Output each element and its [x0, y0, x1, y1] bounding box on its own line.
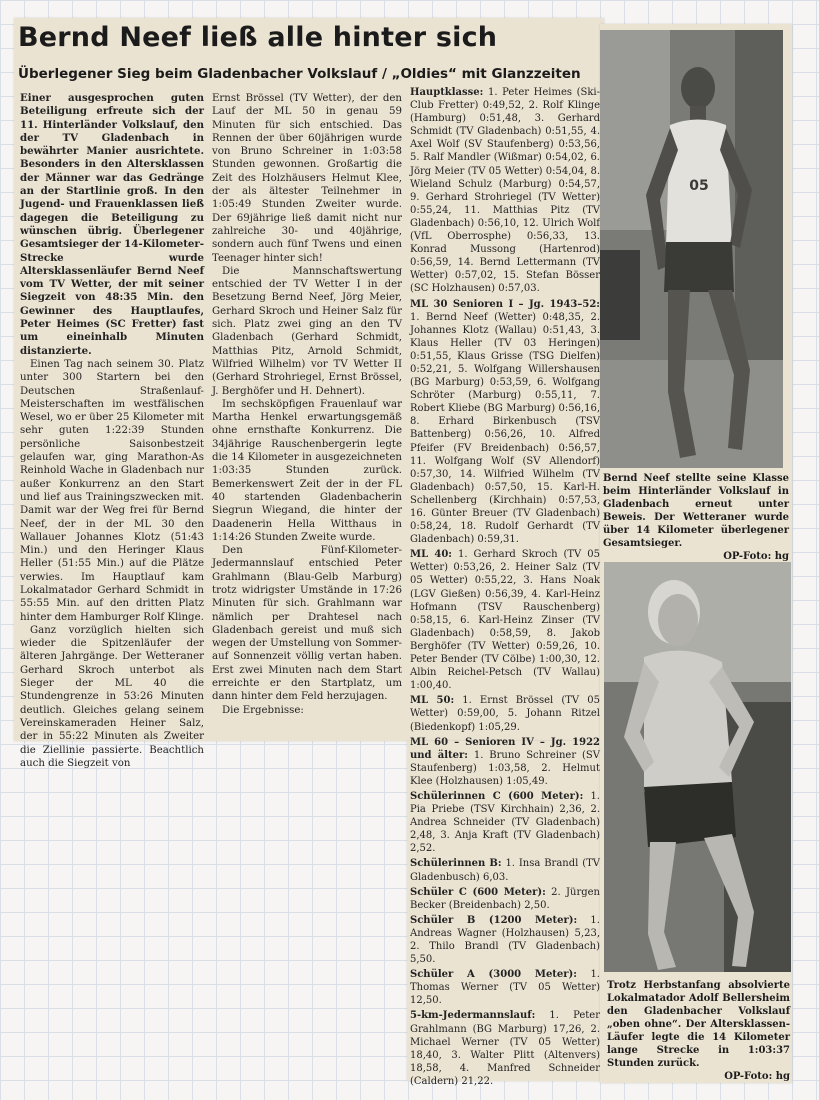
result-text: 1. Gerhard Skroch (TV 05 Wetter) 0:53,26, 2. Heiner Salz (TV 05 Wetter) 0:55,22, 3. Hans Noak (LGV Gießen) 0:56,39, 4. Karl-Heinz Hofmann (TSV Rauschenberg) 0:58,15, 6. Karl-Heinz Zinser (TV Gladenbach) 0:58,59, 8. Jakob Berghöfer (TV Wetter) 0:59,26, 10. Peter Bender (TV Cölbe) 1:00,30, 12. Albin Reichel-Petsch (TV Wallau) 1:00,40. — [410, 549, 600, 692]
body-paragraph: Ganz vorzüglich hielten sich wieder die Spitzenläufer der älteren Jahrgänge. Der Wetteraner Gerhard Skroch unterbot als Sieger der ML 40 die Stundengrenze in 53:26 Minuten deutlich. Gleiches gelang seinem Vereinskameraden Heiner Salz, der in 55:22 Minuten als Zweiter die Ziellinie passierte. Beachtlich auch die Siegzeit von — [20, 624, 204, 769]
result-heading: ML 60 – Senioren IV – Jg. 1922 und älter: — [410, 736, 600, 761]
result-heading: Hauptklasse: — [410, 87, 484, 98]
photo-credit: OP-Foto: hg — [724, 1071, 790, 1082]
headline: Bernd Neef ließ alle hinter sich — [18, 22, 498, 53]
body-paragraph: Den Fünf-Kilometer-Jedermannslauf entschied Peter Grahlmann (Blau-Gelb Marburg) trotz widrigster Umstände in 17:26 Minuten für sich. Grahlmann war nämlich per Drahtesel nach Gladenbach gereist und muß sich wegen der Umstellung von Sommer- auf Sonnenzeit völlig vertan haben. Erst zwei Minuten nach dem Start erreichte er den Startplatz, um dann hinter dem Feld herzujagen. — [212, 545, 402, 703]
result-text: 1. Ernst Brössel (TV 05 Wetter) 0:59,00, 5. Johann Ritzel (Biedenkopf) 1:05,29. — [410, 695, 600, 733]
result-section — [410, 886, 600, 912]
body-paragraph: Ernst Brössel (TV Wetter), der den Lauf der ML 50 in genau 59 Minuten für sich entschied. Das Rennen der über 60jährigen wurde von Bruno Schreiner in 1:03:58 Stunden gewonnen. Großartig die Zeit des Holzhäusers Helmut Klee, der als ältester Teilnehmer in 1:05:49 Stunden Zweiter wurde. Der 69jährige ließ damit nicht nur zahlreiche 30- und 40jährige, sondern auch fünf Twens und einen Teenager hinter sich! — [212, 93, 402, 264]
result-heading: ML 30 Senioren I – Jg. 1943–52: — [410, 298, 600, 310]
result-heading: 5-km-Jedermannslauf: — [410, 1010, 536, 1022]
result-text: 2. Jürgen Becker (Breidenbach) 2,50. — [410, 886, 600, 911]
result-text: 1. Bernd Neef (Wetter) 0:48,35, 2. Johannes Klotz (Wallau) 0:51,43, 3. Klaus Heller (TV 03 Heringen) 0:51,55, Klaus Grisse (TSG Dielfen) 0:52,21, 5. Wolfgang Willershausen (BG Marburg) 0:53,59, 6. Wolfgang Schröter (Marburg) 0:55,11, 7. Robert Kliebe (BG Marburg) 0:56,16, 8. Erhard Birkenbusch (TSV Battenberg) 0:56,26, 10. Alfred Pfeifer (FV Breidenbach) 0:56,57, 11. Wolfgang Wolf (SV Allendorf) 0:57,30, 14. Wilfried Wilhelm (TV Gladenbach) 0:57,50, 15. Karl-H. Schellenberg (Kirchhain) 0:57,53, 16. Günter Breuer (TV Gladenbach) 0:58,24, 18. Rudolf Gerhardt (TV Gladenbach) 0:59,31. — [410, 311, 600, 546]
result-section — [410, 790, 600, 855]
caption-text: Bernd Neef stellte seine Klasse beim Hinterländer Volkslauf in Gladenbach erneut unter Beweis. Der Wetteraner wurde über 14 Kilometer überlegener Gesamtsieger. — [603, 473, 789, 549]
caption-text: Trotz Herbstanfang absolvierte Lokalmatador Adolf Bellersheim den Gladenbacher Volkslauf „oben ohne“. Der Altersklassen-Läufer legte die 14 Kilometer lange Strecke in 1:03:37 Stunden zurück. — [607, 980, 790, 1069]
result-section — [410, 694, 600, 733]
subheadline: Überlegener Sieg beim Gladenbacher Volkslauf / „Oldies“ mit Glanzzeiten — [18, 66, 581, 82]
runner-photo-adolf-bellersheim — [604, 562, 791, 972]
result-text: 1. Andreas Wagner (Holzhausen) 5,23, 2. Thilo Brandl (TV Gladenbach) 5,50. — [410, 914, 600, 966]
result-section — [410, 86, 600, 296]
article-column-1 — [20, 92, 204, 769]
result-text: 1. Bruno Schreiner (SV Staufenberg) 1:03,58, 2. Helmut Klee (Holzhausen) 1:05,49. — [410, 749, 601, 787]
result-section — [410, 298, 600, 547]
result-heading: Schülerinnen B: — [410, 858, 502, 870]
result-section — [410, 736, 600, 788]
result-section — [410, 857, 600, 883]
runner-photo-bernd-neef — [600, 30, 783, 468]
result-text: 1. Thomas Werner (TV 05 Wetter) 12,50. — [410, 969, 600, 1007]
body-paragraph: Im sechsköpfigen Frauenlauf war Martha Henkel erwartungsgemäß ohne ernsthafte Konkurrenz. Die 34jährige Rauschenbergerin legte die 14 Kilometer in ausgezeichneten 1:03:35 Stunden zurück. Bemerkenswert Zeit der in der FL 40 startenden Gladenbacherin Siegrun Wiegand, die hinter der Daadenerin Hella Witthaus in 1:14:26 Stunden Zweite wurde. — [212, 398, 402, 543]
result-section — [410, 968, 600, 1007]
article-column-2 — [212, 92, 402, 738]
photo-credit: OP-Foto: hg — [723, 551, 789, 562]
result-section — [410, 1009, 600, 1088]
result-heading: ML 50: — [410, 695, 455, 707]
results-column — [410, 84, 601, 1087]
result-text: 1. Insa Brandl (TV Gladenbusch) 6,03. — [410, 858, 600, 883]
result-heading: Schüler A (3000 Meter): — [410, 969, 577, 981]
lead-paragraph: Einer ausgesprochen guten Beteiligung erfreute sich der 11. Hinterländer Volkslauf, den der TV Gladenbach in bewährter Manier ausrichtete. Besonders in den Altersklassen der Männer war das Gedränge an der Startlinie groß. In den Jugend- und Frauenklassen ließ dagegen die Beteiligung zu wünschen übrig. Überlegener Gesamtsieger der 14-Kilometer-Strecke wurde Altersklassenläufer Bernd Neef vom TV Wetter, der mit seiner Siegzeit von 48:35 Min. den Gewinner des Hauptlaufes, Peter Heimes (SC Fretter) fast um eineinhalb Minuten distanzierte. — [20, 92, 204, 357]
body-paragraph: Einen Tag nach seinem 30. Platz unter 300 Startern bei den Deutschen Straßenlauf-Meisterschaften im westfälischen Wesel, wo er über 25 Kilometer mit sehr guten 1:22:39 Stunden persönliche Saisonbestzeit gelaufen war, ging Marathon-As Reinhold Wache in Gladenbach nur außer Konkurrenz an den Start und lief aus Trainingszwecken mit. Damit war der Weg frei für Bernd Neef, der in der ML 30 den Wallauer Johannes Klotz (51:43 Min.) und den Heringer Klaus Heller (51:55 Min.) auf die Plätze verwies. Im Hauptlauf kam Lokalmatador Gerhard Schmidt in 55:55 Min. auf den dritten Platz hinter dem Hamburger Rolf Klinge. — [20, 358, 204, 623]
result-heading: Schülerinnen C (600 Meter): — [410, 790, 584, 802]
result-text: 1. Pia Priebe (TSV Kirchhain) 2,36, 2. Andrea Schneider (TV Gladenbach) 2,48, 3. Anja Kraft (TV Gladenbach) 2,52. — [410, 790, 600, 855]
body-paragraph: Die Mannschaftswertung entschied der TV Wetter I in der Besetzung Bernd Neef, Jörg Meier, Gerhard Skroch und Heiner Salz für sich. Platz zwei ging an den TV Gladenbach (Gerhard Schmidt, Matthias Pitz, Arnold Schmidt, Wilfried Wilhelm) vor TV Wetter II (Gerhard Strohriegel, Ernst Brössel, J. Berghöfer und H. Dehnert). — [212, 265, 402, 397]
result-section — [410, 548, 600, 692]
result-heading: Schüler B (1200 Meter): — [410, 914, 578, 926]
result-text: 1. Peter Heimes (Ski-Club Fretter) 0:49,52, 2. Rolf Klinge (Hamburg) 0:51,48, 3. Gerhard Schmidt (TV Gladenbach) 0:51,55, 4. Axel Wolf (SV Staufenberg) 0:53,56, 5. Ralf Mandler (Wißmar) 0:54,02, 6. Jörg Meier (TV 05 Wetter) 0:54,04, 8. Wieland Schulz (Marburg) 0:54,57, 9. Gerhard Strohriegel (TV Wetter) 0:55,24, 11. Matthias Pitz (TV Gladenbach) 0:56,10, 12. Ulrich Wolf (VfL Oberrosphe) 0:56,33, 13. Konrad Mussong (Hartenrod) 0:56,59, 14. Bernd Lettermann (TV Wetter) 0:57,02, 15. Stefan Bösser (SC Holzhausen) 0:57,03. — [410, 87, 600, 295]
result-heading: ML 40: — [410, 549, 452, 561]
result-heading: Schüler C (600 Meter): — [410, 886, 546, 898]
photo-caption-1 — [603, 472, 789, 563]
result-text: 1. Peter Grahlmann (BG Marburg) 17,26, 2. Michael Werner (TV 05 Wetter) 18,40, 3. Walter Plitt (Altenvers) 18,58, 4. Manfred Schneider (Caldern) 21,22. — [410, 1010, 600, 1087]
result-section — [410, 914, 600, 966]
results-heading: Die Ergebnisse: — [222, 704, 304, 716]
photo-caption-2 — [607, 979, 790, 1083]
runner-bib-number: 05 — [689, 178, 709, 194]
